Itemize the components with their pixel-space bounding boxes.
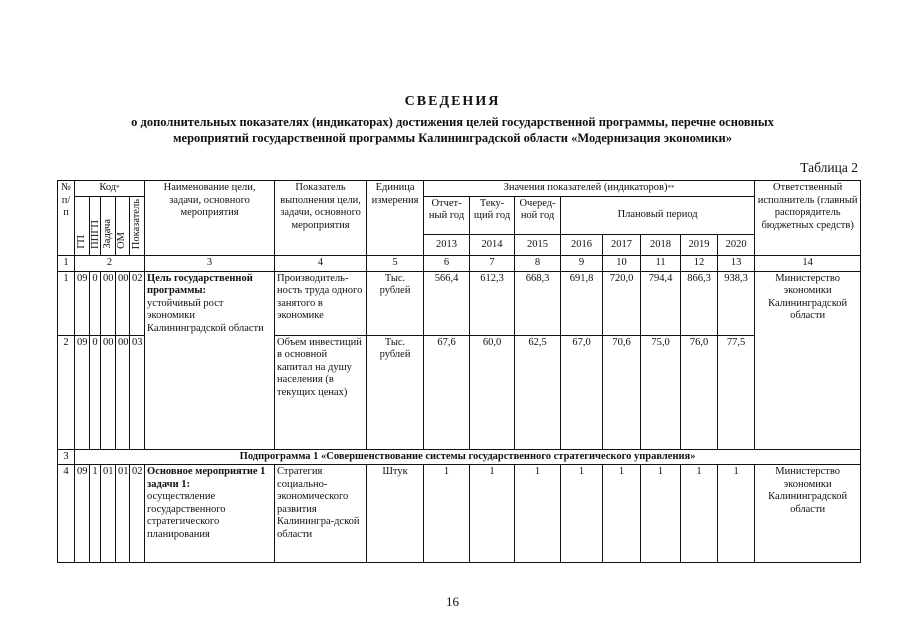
column-number: 2 (75, 256, 145, 272)
goal-name-text: устойчивый рост экономики Калининградской области (147, 297, 264, 334)
header-plan-period: Плановый период (561, 196, 755, 234)
header-code-label: Код (99, 182, 117, 193)
unit: Тыс. рублей (367, 271, 424, 335)
header-values (424, 181, 755, 197)
column-number: 1 (58, 256, 75, 272)
table-row (58, 465, 861, 563)
row-num: 1 (58, 271, 75, 335)
document-title: СВЕДЕНИЯ (404, 94, 501, 109)
header-code-gp (75, 196, 90, 256)
header-report-year: Отчет-ный год (424, 196, 470, 234)
responsible: Министерство экономики Калининградской области (755, 465, 861, 563)
header-year: 2013 (424, 234, 470, 255)
column-number: 11 (641, 256, 681, 272)
value-2018: 794,4 (641, 271, 681, 335)
code-om: 01 (116, 465, 130, 563)
header-code-indicator-label: Показатель (130, 198, 142, 249)
code-gp: 09 (75, 335, 90, 449)
header-responsible: Ответственный исполнитель (главный распорядитель бюджетных средств) (755, 181, 861, 256)
row-num: 2 (58, 335, 75, 449)
column-number: 13 (718, 256, 755, 272)
code-om: 00 (116, 335, 130, 449)
column-number: 4 (275, 256, 367, 272)
value-2016: 691,8 (561, 271, 603, 335)
table-header-row-1 (58, 181, 861, 197)
header-current-year: Теку-щий год (470, 196, 515, 234)
header-year: 2014 (470, 234, 515, 255)
value-2014: 612,3 (470, 271, 515, 335)
goal-name (145, 271, 275, 449)
header-indicator: Показатель выполнения цели, задачи, основного мероприятия (275, 181, 367, 256)
value-2013: 67,6 (424, 335, 470, 449)
header-code-ppgp (90, 196, 101, 256)
code-gp: 09 (75, 465, 90, 563)
code-task: 00 (101, 335, 116, 449)
header-code (75, 181, 145, 197)
value-2017: 70,6 (603, 335, 641, 449)
value-2017: 1 (603, 465, 641, 563)
header-code-indicator (130, 196, 145, 256)
code-indicator: 02 (130, 465, 145, 563)
activity-name-heading: Основное мероприятие 1 задачи 1: (147, 466, 266, 490)
indicators-table (57, 180, 861, 563)
unit: Штук (367, 465, 424, 563)
subprogram-row (58, 449, 861, 465)
header-code-ppgp-label: ППГП (90, 219, 101, 249)
header-code-om (116, 196, 130, 256)
subtitle-line-2: мероприятий государственной программы Калининградской области «Модернизация экономики» (173, 131, 732, 145)
code-indicator: 02 (130, 271, 145, 335)
indicator-name: Стратегия социально-экономического развития Калинингра-дской области (275, 465, 367, 563)
header-code-footnote: * (116, 184, 120, 192)
column-number: 9 (561, 256, 603, 272)
column-number: 14 (755, 256, 861, 272)
header-year: 2018 (641, 234, 681, 255)
header-values-footnote: ** (667, 184, 675, 192)
responsible: Министерство экономики Калининградской области (755, 271, 861, 449)
subtitle-line-1: о дополнительных показателях (индикаторах) достижения целей государственной программы, перечне основных (131, 115, 774, 129)
header-year: 2016 (561, 234, 603, 255)
value-2015: 1 (515, 465, 561, 563)
code-indicator: 03 (130, 335, 145, 449)
header-code-task-label: Задача (101, 219, 113, 249)
value-2014: 1 (470, 465, 515, 563)
value-2020: 1 (718, 465, 755, 563)
table-row (58, 271, 861, 335)
indicator-name: Объем инвестиций в основной капитал на душу населения (в текущих ценах) (275, 335, 367, 449)
value-2016: 67,0 (561, 335, 603, 449)
document-subtitle (30, 114, 875, 146)
column-number-row (58, 256, 861, 272)
code-task: 01 (101, 465, 116, 563)
activity-name (145, 465, 275, 563)
value-2015: 62,5 (515, 335, 561, 449)
table-label: Таблица 2 (800, 160, 858, 175)
value-2018: 1 (641, 465, 681, 563)
column-number: 10 (603, 256, 641, 272)
code-ppgp: 1 (90, 465, 101, 563)
value-2019: 866,3 (681, 271, 718, 335)
column-number: 5 (367, 256, 424, 272)
value-2013: 566,4 (424, 271, 470, 335)
page-number: 16 (446, 594, 459, 609)
column-number: 12 (681, 256, 718, 272)
activity-name-text: осуществление государственного стратегического планирования (147, 491, 226, 540)
value-2016: 1 (561, 465, 603, 563)
code-ppgp: 0 (90, 271, 101, 335)
header-num: № п/п (58, 181, 75, 256)
header-year: 2017 (603, 234, 641, 255)
row-num: 4 (58, 465, 75, 563)
code-ppgp: 0 (90, 335, 101, 449)
header-code-gp-label: ГП (75, 235, 87, 249)
goal-name-heading: Цель государственной программы: (147, 272, 253, 297)
value-2014: 60,0 (470, 335, 515, 449)
row-num: 3 (58, 449, 75, 465)
unit: Тыс. рублей (367, 335, 424, 449)
indicator-name: Производитель-ность труда одного занятого в экономике (275, 271, 367, 335)
column-number: 6 (424, 256, 470, 272)
code-om: 00 (116, 271, 130, 335)
header-year: 2020 (718, 234, 755, 255)
value-2020: 77,5 (718, 335, 755, 449)
value-2019: 1 (681, 465, 718, 563)
header-year: 2015 (515, 234, 561, 255)
column-number: 3 (145, 256, 275, 272)
value-2020: 938,3 (718, 271, 755, 335)
value-2018: 75,0 (641, 335, 681, 449)
header-code-om-label: ОМ (116, 231, 128, 249)
value-2019: 76,0 (681, 335, 718, 449)
code-task: 00 (101, 271, 116, 335)
value-2015: 668,3 (515, 271, 561, 335)
header-year: 2019 (681, 234, 718, 255)
header-values-label: Значения показателей (индикаторов) (503, 182, 668, 193)
code-gp: 09 (75, 271, 90, 335)
subprogram-title: Подпрограмма 1 «Совершенствование системы государственного стратегического управления» (75, 449, 861, 465)
header-code-task (101, 196, 116, 256)
column-number: 7 (470, 256, 515, 272)
value-2017: 720,0 (603, 271, 641, 335)
header-next-year: Очеред-ной год (515, 196, 561, 234)
header-unit: Единица измерения (367, 181, 424, 256)
header-name: Наименование цели, задачи, основного мероприятия (145, 181, 275, 256)
value-2013: 1 (424, 465, 470, 563)
column-number: 8 (515, 256, 561, 272)
